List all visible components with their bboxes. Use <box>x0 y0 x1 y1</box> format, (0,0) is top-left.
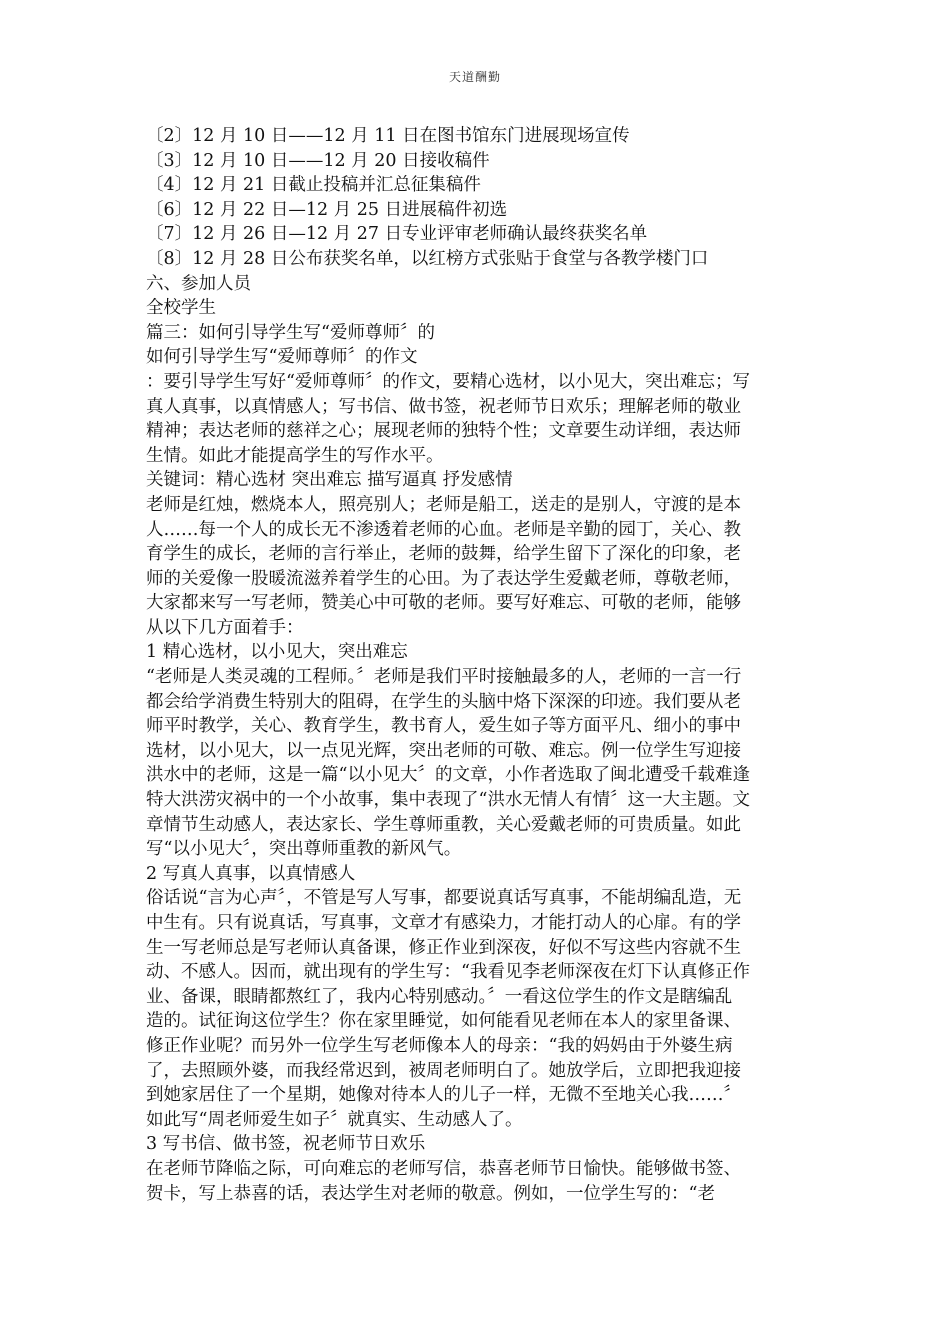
paragraph-line: 师的关爱像一股暖流滋养着学生的心田。为了表达学生爱戴老师，尊敬老师， <box>146 568 741 589</box>
paragraph-line: 中生有。只有说真话，写真事，文章才有感染力，才能打动人的心扉。有的学 <box>146 913 741 933</box>
abstract-line: 精神；表达老师的慈祥之心；展现老师的独特个性；文章要生动详细，表达师 <box>146 421 741 442</box>
paragraph-line: 业、备课，眼睛都熬红了，我内心特别感动。〞一看这位学生的作文是瞎编乱 <box>146 986 733 1007</box>
paragraph-line: 写“以小见大〞，突出尊师重教的新风气。 <box>146 839 462 860</box>
abstract-line: 真人真事，以真情感人；写书信、做书签，祝老师节日欢乐；理解老师的敬业 <box>146 396 741 417</box>
paragraph-line: 俗话说“言为心声〞，不管是写人写事，都要说真话写真事，不能胡编乱造，无 <box>146 888 742 909</box>
subsection-heading: 3 写书信、做书签，祝老师节日欢乐 <box>146 1134 426 1155</box>
paragraph-line: 师平时教学，关心、教育学生，教书育人，爱生如子等方面平凡、细小的事中 <box>146 716 741 737</box>
paragraph-line: 洪水中的老师，这是一篇“以小见大〞的文章，小作者选取了闽北遭受千载难逢 <box>146 765 750 786</box>
paragraph-line: 大家都来写一写老师，赞美心中可敬的老师。要写好难忘、可敬的老师，能够 <box>146 593 741 614</box>
abstract-line: ：要引导学生写好“爱师尊师〞的作文，要精心选材，以小见大，突出难忘；写 <box>146 371 750 392</box>
paragraph-line: 都会给学消费生特别大的阻碍，在学生的头脑中烙下深深的印迹。我们要从老 <box>146 691 741 712</box>
paragraph-line: 如此写“周老师爱生如子〞就真实、生动感人了。 <box>146 1109 523 1130</box>
page-header: 天道酬勤 <box>448 70 501 84</box>
paragraph-line: 生一写老师总是写老师认真备课，修正作业到深夜，好似不写这些内容就不生 <box>146 937 741 958</box>
paragraph-line: 到她家居住了一个星期，她像对待本人的儿子一样，无微不至地关心我……〞 <box>146 1085 741 1106</box>
paragraph-line: 修正作业呢？而另外一位学生写老师像本人的母亲：“我的妈妈由于外婆生病 <box>146 1035 733 1056</box>
paragraph-line: 章情节生动感人，表达家长、学生尊师重教，关心爱戴老师的可贵质量。如此 <box>146 814 741 835</box>
paragraph-line: 育学生的成长，老师的言行举止，老师的鼓舞，给学生留下了深化的印象，老 <box>146 544 741 565</box>
text-line: 〔4〕12 月 21 日截止投稿并汇总征集稿件 <box>146 175 481 196</box>
paragraph-line: 贺卡，写上恭喜的话，表达学生对老师的敬意。例如，一位学生写的：“老 <box>146 1183 715 1204</box>
paragraph-line: 老师是红烛，燃烧本人，照亮别人；老师是船工，送走的是别人，守渡的是本 <box>146 494 741 515</box>
text-line: 〔3〕12 月 10 日——12 月 20 日接收稿件 <box>146 150 490 171</box>
paragraph-line: 动、不感人。因而，就出现有的学生写：“我看见李老师深夜在灯下认真修正作 <box>146 962 750 983</box>
text-line: 〔6〕12 月 22 日—12 月 25 日进展稿件初选 <box>146 199 508 220</box>
paragraph-line: 从以下几方面着手： <box>146 617 304 638</box>
section-heading: 六、参加人员 <box>146 273 251 294</box>
article-subtitle: 如何引导学生写“爱师尊师〞的作文 <box>146 347 418 368</box>
paragraph-line: 特大洪涝灾祸中的一个小故事，集中表现了“洪水无情人有情〞这一大主题。文 <box>146 790 750 811</box>
document-body <box>146 124 811 1206</box>
abstract-line: 生情。如此才能提高学生的写作水平。 <box>146 445 444 466</box>
text-line: 〔8〕12 月 28 日公布获奖名单，以红榜方式张贴于食堂与各教学楼门口 <box>146 248 709 269</box>
paragraph-line: 造的。试征询这位学生？你在家里睡觉，如何能看见老师在本人的家里备课、 <box>146 1011 741 1032</box>
paragraph-line: 在老师节降临之际，可向难忘的老师写信，恭喜老师节日愉快。能够做书签、 <box>146 1158 741 1179</box>
text-line: 全校学生 <box>146 298 216 319</box>
article-title: 篇三：如何引导学生写“爱师尊师〞的 <box>146 322 435 343</box>
paragraph-line: 选材，以小见大，以一点见光辉，突出老师的可敬、难忘。例一位学生写迎接 <box>146 740 741 761</box>
paragraph-line: 了，去照顾外婆，而我经常迟到，被周老师明白了。她放学后，立即把我迎接 <box>146 1060 741 1081</box>
text-line: 〔2〕12 月 10 日——12 月 11 日在图书馆东门进展现场宣传 <box>146 126 630 146</box>
subsection-heading: 1 精心选材，以小见大，突出难忘 <box>146 642 408 663</box>
text-line: 〔7〕12 月 26 日—12 月 27 日专业评审老师确认最终获奖名单 <box>146 224 648 245</box>
subsection-heading: 2 写真人真事，以真情感人 <box>146 863 356 884</box>
paragraph-line: “老师是人类灵魂的工程师。〞老师是我们平时接触最多的人，老师的一言一行 <box>146 667 742 688</box>
keywords-line: 关键词：精心选材 突出难忘 描写逼真 抒发感情 <box>146 470 513 491</box>
paragraph-line: 人……每一个人的成长无不渗透着老师的心血。老师是辛勤的园丁，关心、教 <box>146 519 741 540</box>
